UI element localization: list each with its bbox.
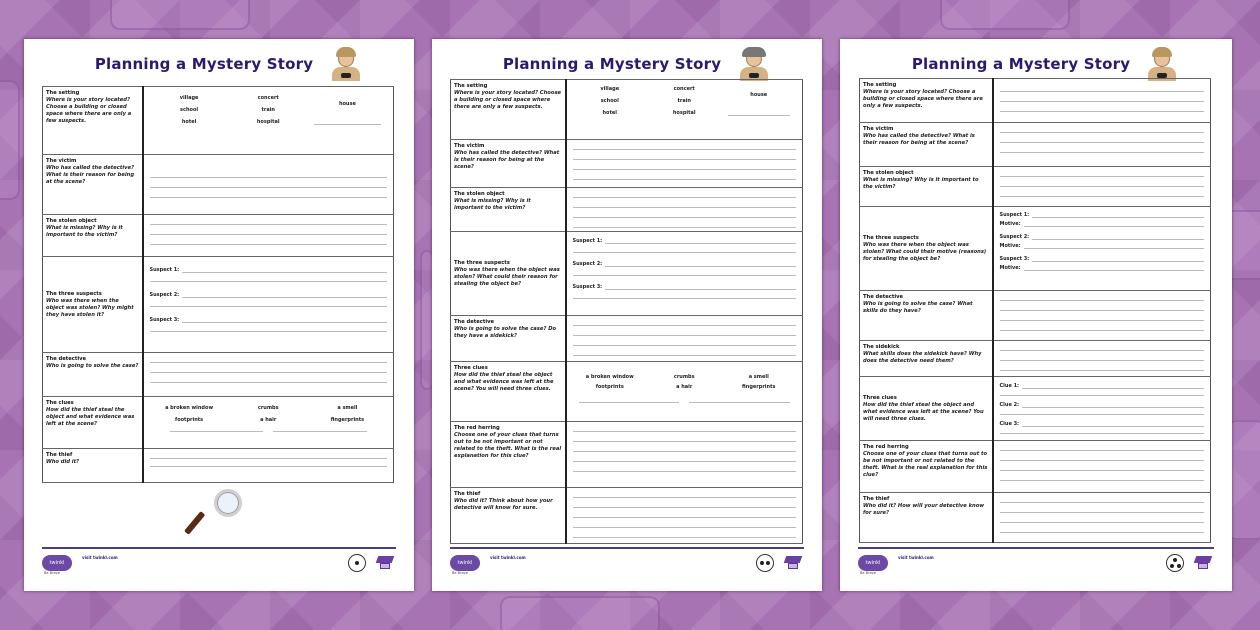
worksheet-3 bbox=[840, 39, 1232, 591]
option: hotel bbox=[602, 110, 617, 116]
write-line[interactable] bbox=[1000, 433, 1205, 434]
write-line[interactable] bbox=[573, 497, 797, 498]
write-line[interactable] bbox=[573, 461, 797, 462]
option: train bbox=[261, 107, 275, 113]
motive-2-field[interactable] bbox=[1000, 243, 1205, 249]
write-line[interactable] bbox=[150, 306, 388, 307]
option: a broken window bbox=[585, 374, 634, 380]
option: a smell bbox=[748, 374, 769, 380]
row-heading: The thief bbox=[454, 491, 481, 497]
write-line[interactable] bbox=[573, 275, 797, 276]
row-suspects bbox=[43, 257, 394, 353]
field-label: Suspect 1: bbox=[149, 267, 180, 273]
row-clues bbox=[451, 362, 803, 422]
write-line[interactable] bbox=[1000, 196, 1205, 197]
row-question: What is missing? Why is it important to the victim? bbox=[863, 177, 979, 190]
write-line[interactable] bbox=[1000, 370, 1205, 371]
row-question: Who was there when the object was stolen? What could their reason for stealing the object be? bbox=[454, 266, 560, 287]
write-line[interactable] bbox=[1000, 395, 1205, 396]
write-line[interactable] bbox=[573, 169, 797, 170]
row-question: Who is going to solve the case? Do they have a sidekick? bbox=[454, 326, 557, 339]
planning-table bbox=[859, 78, 1211, 543]
row-question: Who is going to solve the case? bbox=[46, 363, 139, 369]
row-heading: The three suspects bbox=[863, 234, 919, 241]
write-line[interactable] bbox=[1000, 450, 1205, 451]
option: crumbs bbox=[257, 405, 279, 411]
row-question: Choose one of your clues that turns out to be not important or not related to the theft. What is the real explanation for this clue? bbox=[863, 451, 988, 478]
field-label: Motive: bbox=[999, 221, 1021, 227]
option: village bbox=[600, 86, 620, 92]
write-line[interactable] bbox=[573, 335, 797, 336]
row-heading: The setting bbox=[454, 83, 488, 89]
option: footprints bbox=[595, 384, 624, 390]
suspect-2-field[interactable] bbox=[573, 261, 797, 267]
row-victim bbox=[43, 155, 394, 215]
row-heading: The thief bbox=[863, 496, 890, 502]
row-thief bbox=[860, 493, 1211, 543]
write-line[interactable] bbox=[150, 466, 388, 467]
row-suspects bbox=[860, 207, 1211, 291]
row-detective bbox=[43, 353, 394, 397]
row-question: Who was there when the object was stolen? What could their motive (reasons) for stealing the object be? bbox=[863, 241, 987, 262]
write-line[interactable] bbox=[1000, 470, 1205, 471]
write-line[interactable] bbox=[573, 149, 797, 150]
write-line[interactable] bbox=[1000, 522, 1205, 523]
setting-options bbox=[573, 80, 797, 116]
field-label: Clue 2: bbox=[999, 402, 1020, 408]
row-heading: The red herring bbox=[863, 444, 909, 450]
row-heading: Three clues bbox=[454, 365, 488, 371]
worksheet-1 bbox=[24, 39, 414, 591]
write-line[interactable] bbox=[728, 110, 791, 116]
detective-with-hat-illustration-icon bbox=[738, 47, 768, 83]
row-clues bbox=[860, 377, 1211, 441]
row-heading: The detective bbox=[863, 294, 904, 300]
write-line[interactable] bbox=[150, 244, 388, 245]
option: a hair bbox=[676, 384, 693, 390]
row-sidekick bbox=[860, 341, 1211, 377]
write-line[interactable] bbox=[1000, 152, 1205, 153]
setting-options bbox=[150, 87, 388, 125]
write-line[interactable] bbox=[150, 458, 388, 459]
row-thief bbox=[43, 449, 394, 483]
row-setting bbox=[451, 80, 803, 140]
field-label: Suspect 2: bbox=[999, 234, 1030, 240]
suspect-1-field[interactable] bbox=[573, 238, 797, 244]
row-heading: The setting bbox=[46, 90, 80, 96]
planning-table bbox=[450, 79, 803, 544]
option: village bbox=[179, 95, 199, 101]
write-line[interactable] bbox=[150, 331, 388, 332]
write-line[interactable] bbox=[573, 252, 797, 253]
row-setting bbox=[860, 79, 1211, 123]
clue-3-field[interactable] bbox=[1000, 421, 1205, 427]
option: hospital bbox=[672, 110, 696, 116]
write-line[interactable] bbox=[1000, 132, 1205, 133]
field-label: Motive: bbox=[999, 265, 1021, 271]
suspect-2-field[interactable] bbox=[1000, 234, 1205, 240]
logo-subtitle: Be Brave bbox=[452, 571, 468, 575]
write-line[interactable] bbox=[573, 355, 797, 356]
motive-1-field[interactable] bbox=[1000, 221, 1205, 227]
suspect-3-field[interactable] bbox=[1000, 256, 1205, 262]
worksheet-title: Planning a Mystery Story bbox=[94, 55, 314, 73]
field-label: Clue 1: bbox=[999, 383, 1020, 389]
write-line[interactable] bbox=[1000, 414, 1205, 415]
row-question: Where is your story located? Choose a building or closed space where there are only a few suspects. bbox=[863, 89, 983, 109]
write-line[interactable] bbox=[1000, 176, 1205, 177]
write-line[interactable] bbox=[573, 471, 797, 472]
field-label: Motive: bbox=[999, 243, 1021, 249]
graduation-cap-icon bbox=[784, 553, 802, 571]
row-stolen-object bbox=[451, 188, 803, 232]
row-heading: The thief bbox=[46, 452, 73, 458]
row-clues bbox=[43, 397, 394, 449]
row-heading: The clues bbox=[46, 400, 74, 406]
write-line[interactable] bbox=[1000, 502, 1205, 503]
option: a hair bbox=[260, 417, 277, 423]
planning-table bbox=[42, 86, 394, 483]
row-suspects bbox=[451, 232, 803, 316]
row-question: Where is your story located? Choose a building or closed space where there are only a few suspects. bbox=[46, 97, 132, 124]
write-line[interactable] bbox=[150, 372, 388, 373]
row-stolen-object bbox=[43, 215, 394, 257]
write-line[interactable] bbox=[573, 537, 797, 538]
option: fingerprints bbox=[330, 417, 365, 423]
row-setting bbox=[43, 87, 394, 155]
write-line[interactable] bbox=[1000, 360, 1205, 361]
write-line[interactable] bbox=[573, 507, 797, 508]
row-detective bbox=[860, 291, 1211, 341]
row-thief bbox=[451, 488, 803, 544]
field-label: Suspect 2: bbox=[572, 261, 603, 267]
write-line[interactable] bbox=[150, 362, 388, 363]
write-line[interactable] bbox=[1000, 300, 1205, 301]
write-line[interactable] bbox=[573, 227, 797, 228]
write-line[interactable] bbox=[1000, 350, 1205, 351]
graduation-cap-icon bbox=[1194, 553, 1212, 571]
field-label: Suspect 1: bbox=[572, 238, 603, 244]
option: house bbox=[338, 101, 356, 107]
row-red-herring bbox=[860, 441, 1211, 493]
write-line[interactable] bbox=[573, 527, 797, 528]
row-question: Who did it? Think about how your detective will know for sure. bbox=[454, 498, 553, 511]
option: hospital bbox=[256, 119, 280, 125]
write-line[interactable] bbox=[1000, 186, 1205, 187]
write-line[interactable] bbox=[573, 517, 797, 518]
write-line[interactable] bbox=[1000, 111, 1205, 112]
write-line[interactable] bbox=[1000, 512, 1205, 513]
background-shape bbox=[940, 0, 1070, 30]
option: crumbs bbox=[673, 374, 695, 380]
background-shape bbox=[0, 80, 20, 200]
detective-illustration-icon bbox=[330, 47, 360, 83]
write-line[interactable] bbox=[573, 451, 797, 452]
write-line[interactable] bbox=[150, 224, 388, 225]
row-heading: The three suspects bbox=[46, 290, 102, 297]
write-line[interactable] bbox=[573, 298, 797, 299]
row-heading: The stolen object bbox=[46, 218, 97, 224]
suspect-2-field[interactable] bbox=[150, 292, 388, 298]
row-heading: The victim bbox=[454, 143, 485, 149]
row-heading: Three clues bbox=[863, 394, 897, 401]
field-label: Suspect 3: bbox=[999, 256, 1030, 262]
row-heading: The stolen object bbox=[454, 191, 505, 197]
write-line[interactable] bbox=[150, 177, 388, 178]
row-heading: The victim bbox=[863, 126, 894, 132]
option: school bbox=[180, 107, 199, 113]
write-line[interactable] bbox=[573, 441, 797, 442]
option: house bbox=[750, 92, 768, 98]
write-line[interactable] bbox=[573, 197, 797, 198]
row-question: How did the thief steal the object and what evidence was left at the scene? bbox=[46, 407, 135, 427]
row-question: Who has called the detective? What is their reason for being at the scene? bbox=[863, 133, 975, 146]
option: footprints bbox=[175, 417, 204, 423]
twinkl-logo-icon: twinkl bbox=[858, 555, 888, 571]
worksheet-footer bbox=[858, 547, 1214, 577]
logo-subtitle: Be Brave bbox=[860, 571, 876, 575]
row-question: What is missing? Why is it important to the victim? bbox=[454, 198, 531, 211]
row-question: Where is your story located? Choose a building or closed space where there are only a few suspects. bbox=[454, 90, 562, 110]
worksheet-title: Planning a Mystery Story bbox=[911, 55, 1131, 73]
write-line[interactable] bbox=[573, 345, 797, 346]
write-line[interactable] bbox=[1000, 142, 1205, 143]
clue-1-field[interactable] bbox=[1000, 383, 1205, 389]
row-victim bbox=[860, 123, 1211, 167]
write-line[interactable] bbox=[1000, 91, 1205, 92]
write-line[interactable] bbox=[573, 217, 797, 218]
footer-text: visit twinkl.com bbox=[490, 555, 526, 560]
write-line-pair[interactable] bbox=[170, 431, 368, 432]
write-line[interactable] bbox=[150, 382, 388, 383]
clue-2-field[interactable] bbox=[1000, 402, 1205, 408]
row-question: Who is going to solve the case? What skills do they have? bbox=[863, 301, 973, 314]
option: concert bbox=[673, 86, 695, 92]
row-heading: The victim bbox=[46, 158, 77, 164]
worksheet-title: Planning a Mystery Story bbox=[502, 55, 722, 73]
write-line[interactable] bbox=[314, 119, 381, 125]
row-heading: The red herring bbox=[454, 425, 500, 431]
write-line[interactable] bbox=[150, 234, 388, 235]
write-line[interactable] bbox=[1000, 480, 1205, 481]
write-line[interactable] bbox=[1000, 330, 1205, 331]
row-question: Who did it? bbox=[46, 459, 80, 465]
write-line[interactable] bbox=[573, 159, 797, 160]
background-shape bbox=[110, 0, 250, 30]
option: train bbox=[677, 98, 691, 104]
write-line[interactable] bbox=[150, 187, 388, 188]
row-question: Who did it? How will your detective know for sure? bbox=[863, 503, 985, 516]
write-line[interactable] bbox=[573, 179, 797, 180]
motive-3-field[interactable] bbox=[1000, 265, 1205, 271]
row-heading: The setting bbox=[863, 82, 897, 88]
field-label: Suspect 3: bbox=[572, 284, 603, 290]
logo-subtitle: Be Brave bbox=[44, 571, 60, 575]
write-line[interactable] bbox=[1000, 310, 1205, 311]
twinkl-logo-icon: twinkl bbox=[42, 555, 72, 571]
magnifying-glass-icon bbox=[192, 489, 252, 549]
option: a smell bbox=[337, 405, 358, 411]
suspect-1-field[interactable] bbox=[1000, 212, 1205, 218]
worksheet-footer bbox=[42, 547, 396, 577]
footer-text: visit twinkl.com bbox=[898, 555, 934, 560]
row-question: How did the thief steal the object and what evidence was left at the scene? You will need three clues. bbox=[454, 372, 554, 392]
option: school bbox=[600, 98, 619, 104]
clue-options bbox=[573, 362, 797, 390]
suspect-1-field[interactable] bbox=[150, 267, 388, 273]
option: a broken window bbox=[165, 405, 214, 411]
row-stolen-object bbox=[860, 167, 1211, 207]
row-question: How did the thief steal the object and what evidence was left at the scene? You will need three clues. bbox=[863, 401, 984, 422]
write-line[interactable] bbox=[150, 281, 388, 282]
two-dots-difficulty-icon bbox=[756, 554, 774, 572]
write-line-pair[interactable] bbox=[579, 402, 791, 403]
row-detective bbox=[451, 316, 803, 362]
row-question: Choose one of your clues that turns out to be not important or not related to the theft. What is the real explanation for this clue? bbox=[454, 432, 562, 459]
graduation-cap-icon bbox=[376, 553, 394, 571]
row-red-herring bbox=[451, 422, 803, 488]
row-heading: The three suspects bbox=[454, 259, 510, 266]
row-question: Who was there when the object was stolen? Why might they have stolen it? bbox=[46, 297, 134, 318]
write-line[interactable] bbox=[573, 431, 797, 432]
write-line[interactable] bbox=[150, 197, 388, 198]
option: hotel bbox=[181, 119, 197, 125]
three-dots-difficulty-icon bbox=[1166, 554, 1184, 572]
worksheet-footer bbox=[450, 547, 804, 577]
footer-text: visit twinkl.com bbox=[82, 555, 118, 560]
write-line[interactable] bbox=[1000, 320, 1205, 321]
write-line[interactable] bbox=[1000, 460, 1205, 461]
row-victim bbox=[451, 140, 803, 188]
row-heading: The stolen object bbox=[863, 170, 914, 176]
write-line[interactable] bbox=[573, 207, 797, 208]
write-line[interactable] bbox=[1000, 101, 1205, 102]
field-label: Suspect 1: bbox=[999, 212, 1030, 218]
write-line[interactable] bbox=[573, 325, 797, 326]
option: concert bbox=[257, 95, 279, 101]
row-question: What skills does the sidekick have? Why does the detective need them? bbox=[863, 351, 982, 364]
row-heading: The detective bbox=[454, 319, 495, 325]
row-question: Who has called the detective? What is their reason for being at the scene? bbox=[454, 150, 560, 170]
suspect-3-field[interactable] bbox=[573, 284, 797, 290]
field-label: Clue 3: bbox=[999, 421, 1020, 427]
row-question: What is missing? Why is it important to the victim? bbox=[46, 225, 123, 238]
suspect-3-field[interactable] bbox=[150, 317, 388, 323]
clue-options bbox=[150, 397, 388, 423]
row-question: Who has called the detective? What is their reason for being at the scene? bbox=[46, 165, 135, 185]
worksheet-2 bbox=[432, 39, 822, 591]
field-label: Suspect 3: bbox=[149, 317, 180, 323]
row-heading: The detective bbox=[46, 356, 87, 362]
row-heading: The sidekick bbox=[863, 344, 900, 350]
option: fingerprints bbox=[742, 384, 776, 390]
one-dot-difficulty-icon bbox=[348, 554, 366, 572]
background-shape bbox=[500, 596, 660, 630]
field-label: Suspect 2: bbox=[149, 292, 180, 298]
write-line[interactable] bbox=[1000, 532, 1205, 533]
twinkl-logo-icon: twinkl bbox=[450, 555, 480, 571]
